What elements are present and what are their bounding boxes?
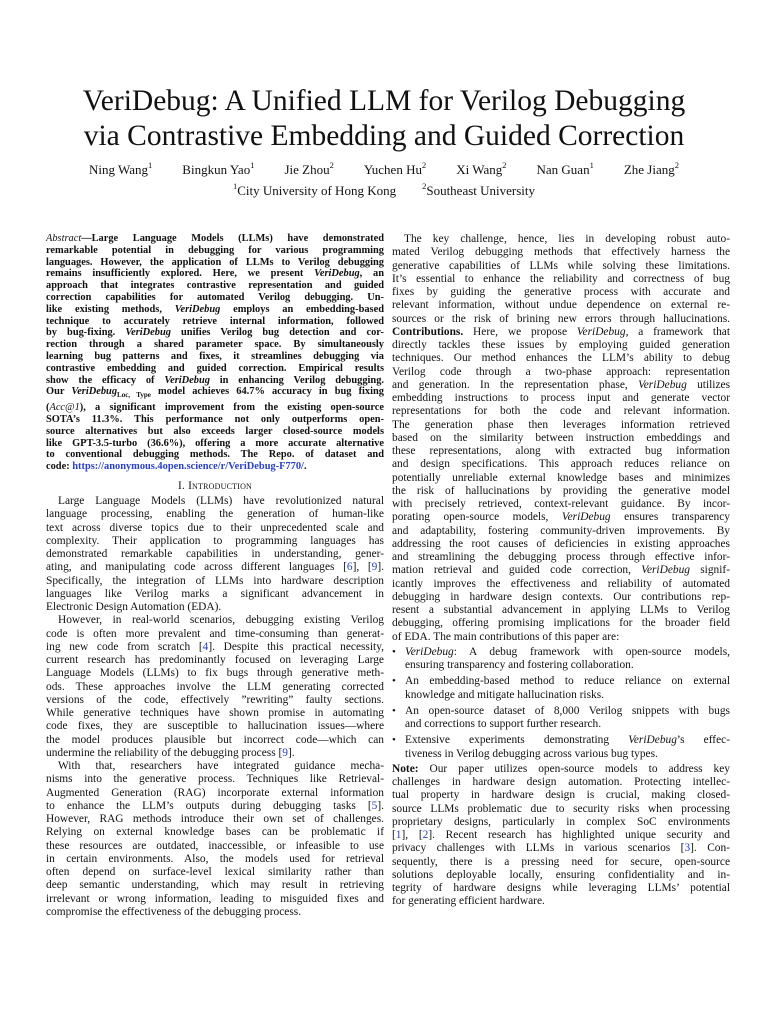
citation-link[interactable]: 2 — [422, 829, 429, 841]
intro-paragraph-2: However, in real-world scenarios, debugging existing Verilog code is often more prevalent and time-consuming than generat- ing new code from scratch [4]. Despite this practical necessity, current research has predominantly focused on leveraging Large Language Models (LLMs) to fix bugs through generative meth- ods. These approaches involve the LLM generating corrected versions of the code, effectively ”rewriting” faulty sections. While generative techniques have shown promise in automating code fixes, they are susceptible to hallucination issues—where the model produces plausible but incorrect code—which can undermine the reliability of the debugging process [9]. — [46, 614, 384, 759]
author: Bingkun Yao$^1$ — [182, 159, 255, 177]
title-line-2: via Contrastive Embedding and Guided Correction — [83, 120, 685, 152]
affiliation-list — [20, 180, 748, 199]
affiliation: $^1$City University of Hong Kong — [232, 180, 397, 198]
list-item: • An open-source dataset of 8,000 Verilog snippets with bugs — [392, 705, 730, 718]
abstract-label: Abstract — [46, 233, 82, 244]
title-line-1: VeriDebug: A Unified LLM for Verilog Debugging — [82, 85, 686, 117]
citation-link[interactable]: 9 — [371, 561, 378, 574]
citation-link[interactable]: 9 — [282, 746, 288, 759]
citation-link[interactable]: 5 — [371, 799, 378, 812]
author: Zhe Jiang$^2$ — [623, 159, 679, 177]
note-paragraph: Note: Our paper utilizes open-source models to address key challenges in hardware design automation. Protecting intellec- tual property in hardware design is crucial, making closed- source LLMs problematic due to security risks when processing proprietary designs, particularly in complex SoC environments [1], [2]. Recent research has highlighted unique security and privacy challenges with LLMs in various scenarios [3]. Con- sequently, there is a pressing need for secure, open-source solutions deployable locally, ensuring confidentiality and in- tegrity of hardware designs while leveraging LLMs’ potential for generating efficient hardware. — [392, 762, 730, 908]
citation-link[interactable]: 4 — [202, 640, 209, 653]
intro-paragraph-1: Large Language Models (LLMs) have revolutionized natural language processing, enabling the generation of human-like text across diverse topics due to their unprecedented scale and complexity. Their application to programming languages has demonstrated remarkable capabilities in understanding, gener- ating, and manipulating code across different languages [6], [9]. Specifically, the integration of LLMs into hardware description languages like Verilog marks a significant advancement in Electronic Design Automation (EDA). — [46, 495, 384, 614]
left-column — [46, 233, 384, 919]
citation-link[interactable]: 6 — [346, 561, 353, 574]
author: Ning Wang$^1$ — [89, 159, 153, 177]
contributions-paragraph: Contributions. Here, we propose VeriDebug, a framework that directly tackles these issues by employing guided generation techniques. Our method enhances the LLM’s ability to debug Verilog code through a two-phase approach: representation and generation. In the representation phase, VeriDebug utilizes embedding instructions to process input and generate vector representations for both the code and relevant information. The generation phase then leverages information retrieved based on the similarity between instruction embeddings and these representations, along with extracted bug information and design specifications. This approach reduces reliance on potentially unreliable external knowledge bases and minimizes the risk of hallucinations by providing the generative model with precisely retrieved, context-relevant guidance. By incor- porating open-source models, VeriDebug ensures transparency and adaptability, fostering community-driven improvements. By addressing the root causes of deficiencies in existing approaches and streamlining the debugging process through effective infor- mation retrieval and guided code correction, VeriDebug signif- icantly improves the effectiveness and reliability of automated debugging in hardware design contexts. Our contributions rep- resent a substantial advancement in applying LLMs to Verilog debugging, offering promising implications for the broader field of EDA. The main contributions of this paper are: — [392, 325, 731, 643]
contributions-list: • VeriDebug: A debug framework with open-source models, ensuring transparency and fostering collaboration. • An embedding-based method to reduce reliance on external knowledge and mitigate hallucination risks. • An open-source dataset of 8,000 Verilog snippets with bugs and corrections to support further research. • Extensive experiments demonstrating VeriDebug’s effec- tiveness in Verilog debugging across various bug types. — [392, 646, 730, 761]
right-paragraph-1: The key challenge, hence, lies in developing robust auto- mated Verilog debugging methods that effectively harness the generative capabilities of LLMs while solving these limitations. It’s essential to enhance the reliability and correctness of bug fixes by guiding the generative process with accurate and relevant information, without undue dependence on external re- sources or the risk of brining new errors through hallucinations. — [392, 233, 730, 325]
affiliation: $^2$Southeast University — [422, 180, 536, 198]
intro-paragraph-3: With that, researchers have integrated guidance mecha- nisms into the generative process. Techniques like Retrieval- Augmented Generation (RAG) incorporate external information to enhance the LLM’s outputs during debugging tasks [5]. However, RAG methods introduce their own set of challenges. Relying on external knowledge bases can be problematic if these resources are outdated, inaccessible, or infeasible to use in certain environments. Also, the models used for retrieval often depend on surface-level lexical similarity rather than deep semantic understanding, which may result in retrieving irrelevant or wrong information, leading to misguided fixes and compromise the effectiveness of the debugging process. — [46, 760, 384, 918]
author: Yuchen Hu$^2$ — [363, 159, 427, 177]
contributions-label: Contributions. — [392, 325, 464, 338]
paper-title — [30, 84, 738, 154]
author-list — [20, 159, 748, 178]
section-heading-introduction: I. Introduction — [177, 480, 253, 493]
right-column — [392, 233, 730, 909]
author: Nan Guan$^1$ — [536, 159, 594, 177]
note-label: Note: — [392, 762, 419, 775]
author: Jie Zhou$^2$ — [284, 159, 334, 177]
repo-link[interactable]: https://anonymous.4open.science/r/VeriDebug-F770/ — [72, 461, 304, 473]
list-item: • An embedding-based method to reduce reliance on external — [392, 675, 730, 688]
citation-link[interactable]: 1 — [395, 829, 402, 841]
citation-link[interactable]: 3 — [684, 842, 691, 855]
author: Xi Wang$^2$ — [456, 159, 507, 177]
abstract: Abstract—Large Language Models (LLMs) have demonstrated remarkable potential in debugging for various programming languages. However, the application of LLMs to Verilog debugging remains insufficiently explored. Here, we present VeriDebug, an approach that integrates contrastive representation and guided correction capabilities for automated Verilog debugging. Un- like existing methods, VeriDebug employs an embedding-based technique to accurately retrieve internal information, followed by bug-fixing. VeriDebug unifies Verilog bug detection and cor- rection through a shared parameter space. By simultaneously learning bug patterns and fixes, it streamlines debugging via contrastive embedding and guided correction. Empirical results show the efficacy of VeriDebug in enhancing Verilog debugging. Our VeriDebug$_{Loc, Type}$ model achieves 64.7% accuracy in bug fixing (Acc@1), a significant improvement from the existing open-source SOTA’s 11.3%. This performance not only outperforms open- source alternatives but also exceeds larger closed-source models like GPT-3.5-turbo (36.6%), offering a more accurate alternative to conventional debugging methods. The Repo. of dataset and code: https://anonymous.4open.science/r/VeriDebug-F770/. — [46, 233, 384, 473]
list-item: • Extensive experiments demonstrating VeriDebug’s effec- — [392, 734, 730, 747]
list-item: • VeriDebug: A debug framework with open-source models, — [392, 646, 730, 659]
